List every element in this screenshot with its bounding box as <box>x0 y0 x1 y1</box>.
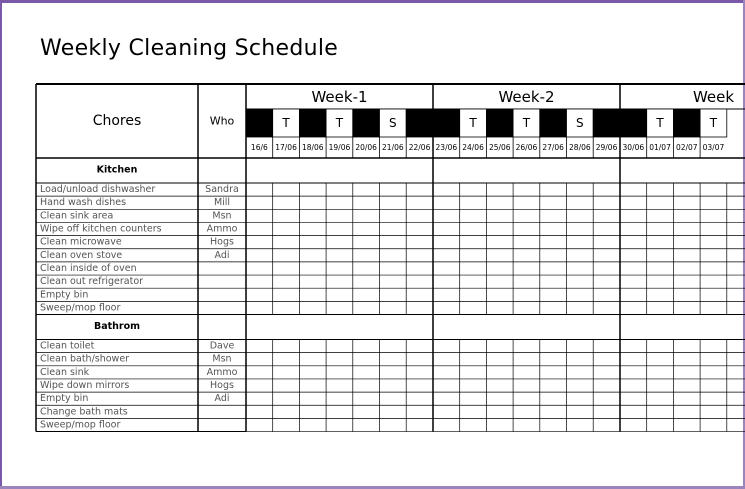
date-label: 30/06 <box>622 143 645 152</box>
who-label: Sandra <box>205 184 239 196</box>
date-label: 26/06 <box>515 143 538 152</box>
day-label: F <box>549 116 557 130</box>
day-label: W <box>306 116 319 130</box>
date-label: 20/06 <box>355 143 377 152</box>
chores-header: Chores <box>92 113 142 129</box>
day-label: T <box>522 116 531 130</box>
who-label: Ammo <box>206 366 238 378</box>
day-label: W <box>493 116 506 130</box>
date-label: 27/06 <box>542 143 564 152</box>
chore-label: Clean oven stove <box>40 249 123 261</box>
date-label: 22/06 <box>408 143 431 152</box>
who-label: Mill <box>213 197 231 209</box>
chore-label: Sweep/mop floor <box>40 302 121 314</box>
chore-label: Empty bin <box>40 289 89 301</box>
who-label: Msn <box>212 353 232 365</box>
chore-label: Sweep/mop floor <box>40 419 121 431</box>
chore-label: Clean bath/shower <box>40 353 130 365</box>
week-label: Week-2 <box>498 88 555 106</box>
date-label: 18/06 <box>301 143 324 152</box>
date-label: 01/07 <box>649 143 671 152</box>
day-label: T <box>282 116 290 130</box>
who-label: Dave <box>209 340 235 352</box>
who-label: Adi <box>214 393 230 405</box>
chore-label: Empty bin <box>40 393 89 405</box>
chore-label: Clean out refrigerator <box>40 276 144 288</box>
chore-label: Load/unload dishwasher <box>40 184 156 196</box>
day-label: M <box>254 116 265 130</box>
date-label: 25/06 <box>488 143 511 152</box>
chore-label: Wipe down mirrors <box>40 380 130 392</box>
chore-label: Clean inside of oven <box>40 262 137 274</box>
chore-label: Change bath mats <box>40 406 128 418</box>
chore-label: Wipe off kitchen counters <box>40 223 162 235</box>
date-label: 24/06 <box>462 143 484 152</box>
chore-label: Clean sink <box>40 366 90 378</box>
who-label: Adi <box>214 249 230 261</box>
day-label: M <box>441 116 452 130</box>
chore-label: Clean toilet <box>40 340 95 352</box>
day-label: S <box>602 116 611 130</box>
chore-label: Hand wash dishes <box>40 197 127 209</box>
day-label: S <box>576 116 584 130</box>
date-label: 19/06 <box>328 143 351 152</box>
who-header: Who <box>209 114 235 128</box>
page-title: Weekly Cleaning Schedule <box>40 36 339 61</box>
week-label: Week <box>692 88 735 106</box>
date-label: 29/06 <box>595 143 618 152</box>
date-label: 16/6 <box>250 143 268 152</box>
date-label: 21/06 <box>382 143 404 152</box>
date-label: 02/07 <box>675 143 698 152</box>
who-label: Hogs <box>210 236 234 248</box>
day-label: T <box>469 116 477 130</box>
who-label: Hogs <box>210 380 234 392</box>
week-label: Week-1 <box>311 88 368 106</box>
day-label: T <box>335 116 344 130</box>
day-label: S <box>415 116 424 130</box>
day-label: S <box>389 116 397 130</box>
section-label: Bathrom <box>93 321 141 332</box>
date-label: 03/07 <box>702 143 725 152</box>
day-label: T <box>656 116 664 130</box>
chore-label: Clean sink area <box>40 210 114 222</box>
day-label: F <box>362 116 370 130</box>
date-label: 17/06 <box>275 143 297 152</box>
who-label: Ammo <box>206 223 238 235</box>
date-label: 28/06 <box>569 143 591 152</box>
day-label: W <box>680 116 693 130</box>
chore-label: Clean microwave <box>40 236 122 248</box>
day-label: T <box>709 116 718 130</box>
day-label: M <box>628 116 639 130</box>
section-label: Kitchen <box>96 164 138 176</box>
date-label: 23/06 <box>435 143 458 152</box>
who-label: Msn <box>212 210 232 222</box>
